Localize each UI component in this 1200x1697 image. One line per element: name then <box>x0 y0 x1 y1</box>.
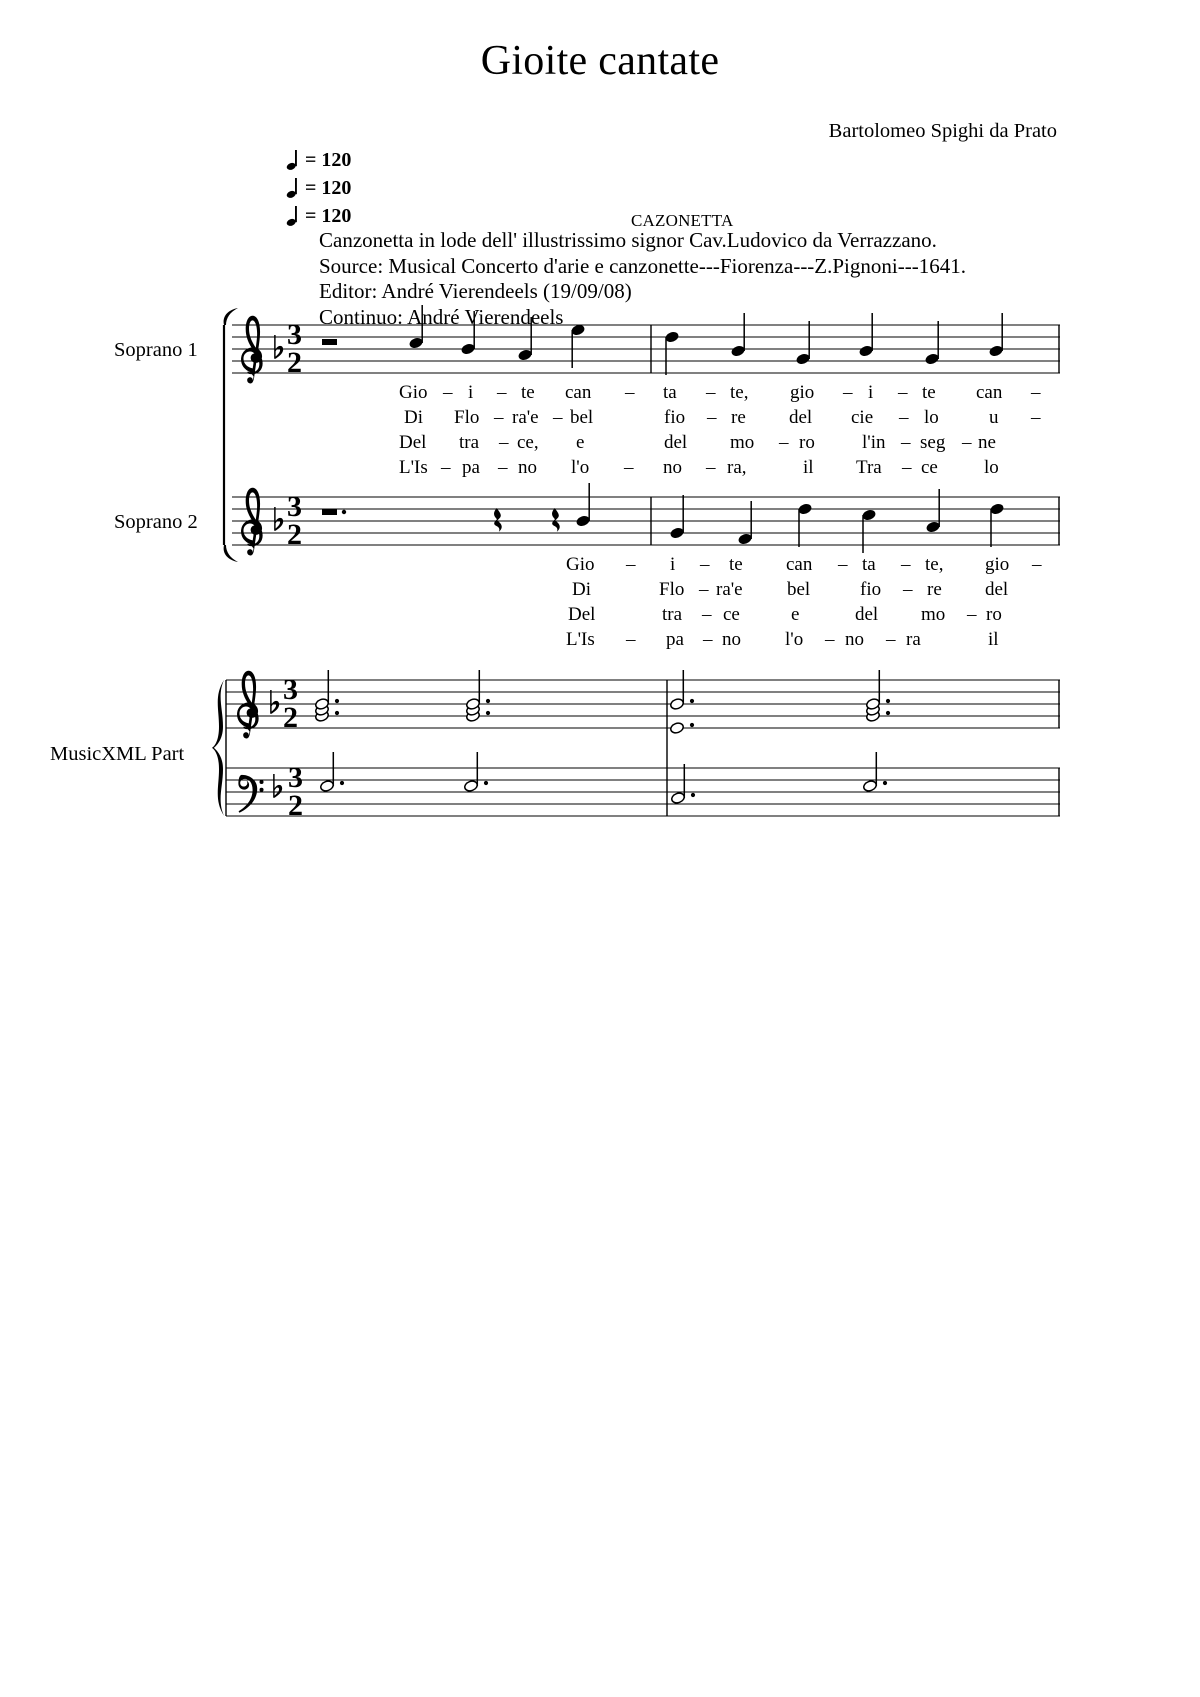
lyric-hyphen: – <box>443 382 453 403</box>
note-piano-lower-3 <box>670 764 695 805</box>
lyric-syllable: e <box>791 604 800 625</box>
lyric-hyphen: – <box>899 407 909 428</box>
lyric-hyphen: – <box>1031 382 1041 403</box>
note-piano-lower-4 <box>862 752 887 793</box>
augmentation-dot <box>335 699 339 703</box>
lyric-syllable: lo <box>924 407 939 428</box>
part-label-piano: MusicXML Part <box>50 743 185 765</box>
grand-staff-brace <box>212 680 224 816</box>
lyric-syllable: no <box>518 457 537 478</box>
key-signature-flat <box>274 507 283 531</box>
lyric-hyphen: – <box>707 407 717 428</box>
key-signature-flat <box>274 335 283 359</box>
lyric-syllable: fio <box>860 579 882 600</box>
lyric-syllable: Di <box>404 407 423 428</box>
lyric-syllable: ne <box>978 432 996 453</box>
chord-piano-upper-1 <box>314 670 339 723</box>
lyrics-soprano2-verse4 <box>566 629 999 650</box>
lyric-syllable: Di <box>572 579 591 600</box>
lyric-hyphen: – <box>703 629 713 650</box>
genre-label: CAZONETTA <box>631 211 734 230</box>
lyric-syllable: il <box>988 629 999 650</box>
lyric-syllable: tra <box>459 432 480 453</box>
lyric-hyphen: – <box>901 554 911 575</box>
augmentation-dot <box>690 723 694 727</box>
lyric-syllable: bel <box>570 407 594 428</box>
lyric-hyphen: – <box>498 457 508 478</box>
note-piano-lower-2 <box>463 752 488 793</box>
lyric-hyphen: – <box>699 579 709 600</box>
augmentation-dot <box>340 781 344 785</box>
lyric-syllable: e <box>576 432 585 453</box>
lyric-syllable: ra'e <box>716 579 743 600</box>
lyric-syllable: re <box>927 579 942 600</box>
lyric-syllable: can <box>565 382 592 403</box>
lyric-syllable: ra <box>906 629 921 650</box>
lyric-hyphen: – <box>1032 554 1042 575</box>
lyric-syllable: Del <box>568 604 596 625</box>
lyric-hyphen: – <box>706 382 716 403</box>
lyrics-soprano2-verse3 <box>568 604 1002 625</box>
credit-line-editor: Editor: André Vierendeels (19/09/08) <box>319 279 632 303</box>
augmentation-dot <box>886 699 890 703</box>
augmentation-dot <box>883 781 887 785</box>
lyric-syllable: pa <box>462 457 480 478</box>
lyric-syllable: u <box>989 407 999 428</box>
lyric-syllable: ta <box>663 382 677 403</box>
lyric-syllable: mo <box>730 432 755 453</box>
part-label-soprano2: Soprano 2 <box>114 511 198 533</box>
lyric-syllable: no <box>845 629 864 650</box>
lyric-hyphen: – <box>700 554 710 575</box>
lyric-syllable: no <box>722 629 741 650</box>
lyric-syllable: lo <box>984 457 999 478</box>
lyric-syllable: ro <box>799 432 815 453</box>
lyric-syllable: gio <box>985 554 1010 575</box>
lyric-hyphen: – <box>441 457 451 478</box>
lyric-hyphen: – <box>838 554 848 575</box>
lyric-syllable: te <box>922 382 936 403</box>
credit-line-continuo: Continuo: André Vierendeels <box>319 304 564 329</box>
lyric-syllable: fio <box>664 407 686 428</box>
lyrics-soprano1-verse3 <box>399 432 996 453</box>
lyric-syllable: del <box>985 579 1009 600</box>
time-signature-numerator: 3 <box>287 318 302 351</box>
lyric-hyphen: – <box>626 554 636 575</box>
augmentation-dot <box>342 510 346 514</box>
lyric-syllable: l'in <box>862 432 886 453</box>
lyric-syllable: del <box>855 604 879 625</box>
tempo-value-1: = 120 <box>305 148 352 171</box>
lyric-syllable: Del <box>399 432 427 453</box>
lyric-hyphen: – <box>967 604 977 625</box>
lyric-syllable: te, <box>730 382 749 403</box>
lyric-syllable: i <box>670 554 676 575</box>
augmentation-dot <box>690 699 694 703</box>
key-signature-flat <box>270 690 279 714</box>
credit-line-dedication: Canzonetta in lode dell' illustrissimo signor Cav.Ludovico da Verrazzano. <box>319 228 937 252</box>
lyric-hyphen: – <box>886 629 896 650</box>
staff-lines-soprano2 <box>232 497 1060 545</box>
credit-line-source: Source: Musical Concerto d'arie e canzonette---Fiorenza---Z.Pignoni---1641. <box>319 253 966 278</box>
lyric-syllable: can <box>786 554 813 575</box>
quarter-rest <box>552 508 560 532</box>
lyric-syllable: gio <box>790 382 815 403</box>
lyric-syllable: ce, <box>517 432 539 453</box>
lyric-hyphen: – <box>902 457 912 478</box>
part-label-soprano1: Soprano 1 <box>114 339 198 361</box>
staff-piano <box>50 670 1060 822</box>
augmentation-dot <box>691 793 695 797</box>
lyric-syllable: del <box>664 432 688 453</box>
staff-lines-piano-upper <box>226 680 1060 728</box>
bracket-top-hook <box>224 308 238 325</box>
lyric-syllable: re <box>731 407 746 428</box>
whole-rest <box>322 509 337 515</box>
time-signature-numerator: 3 <box>287 490 302 523</box>
augmentation-dot <box>886 711 890 715</box>
lyric-hyphen: – <box>499 432 509 453</box>
lyric-syllable: te <box>729 554 743 575</box>
lyric-syllable: i <box>868 382 874 403</box>
note-group-m2-soprano1 <box>664 313 1004 375</box>
lyric-hyphen: – <box>898 382 908 403</box>
lyric-hyphen: – <box>625 382 635 403</box>
tempo-value-2: = 120 <box>305 176 352 199</box>
staff-lines-soprano1 <box>232 325 1060 373</box>
lyric-syllable: ro <box>986 604 1002 625</box>
lyric-syllable: te <box>521 382 535 403</box>
lyric-syllable: no <box>663 457 682 478</box>
lyric-hyphen: – <box>497 382 507 403</box>
lyric-syllable: L'Is <box>399 457 428 478</box>
time-signature-denominator: 2 <box>287 346 302 379</box>
lyric-syllable: i <box>468 382 474 403</box>
lyric-hyphen: – <box>901 432 911 453</box>
lyric-syllable: seg <box>920 432 946 453</box>
lyric-hyphen: – <box>825 629 835 650</box>
key-signature-flat <box>273 774 282 798</box>
lyric-syllable: Tra <box>856 457 882 478</box>
augmentation-dot <box>486 699 490 703</box>
lyric-syllable: ce <box>921 457 938 478</box>
lyric-syllable: Flo <box>454 407 480 428</box>
time-signature-denominator: 2 <box>283 701 298 734</box>
lyric-hyphen: – <box>494 407 504 428</box>
lyric-syllable: Gio <box>566 554 595 575</box>
lyric-syllable: L'Is <box>566 629 595 650</box>
lyrics-soprano2-verse1 <box>566 554 1042 575</box>
lyrics-soprano1-verse2 <box>404 407 1041 428</box>
lyric-hyphen: – <box>624 457 634 478</box>
composer-credit: Bartolomeo Spighi da Prato <box>828 120 1057 142</box>
lyric-syllable: del <box>789 407 813 428</box>
bracket-bottom-hook <box>224 545 238 562</box>
time-signature-denominator: 2 <box>288 789 303 822</box>
lyric-syllable: mo <box>921 604 946 625</box>
augmentation-dot <box>486 711 490 715</box>
lyric-hyphen: – <box>843 382 853 403</box>
lyric-syllable: Gio <box>399 382 428 403</box>
staff-lines-piano-lower <box>226 768 1060 816</box>
lyric-syllable: ce <box>723 604 740 625</box>
chord-piano-upper-4 <box>865 670 890 723</box>
lyric-syllable: ra'e <box>512 407 539 428</box>
page-title: Gioite cantate <box>480 38 720 84</box>
lyric-syllable: ta <box>862 554 876 575</box>
lyrics-soprano1-verse4 <box>399 457 999 478</box>
lyric-syllable: te, <box>925 554 944 575</box>
lyric-syllable: ra, <box>727 457 747 478</box>
lyric-hyphen: – <box>962 432 972 453</box>
augmentation-dot <box>335 711 339 715</box>
lyric-hyphen: – <box>1031 407 1041 428</box>
note-group-m1-soprano2 <box>575 483 591 528</box>
time-signature-numerator: 3 <box>283 673 298 706</box>
lyrics-soprano2-verse2 <box>572 579 1008 600</box>
lyric-hyphen: – <box>702 604 712 625</box>
lyric-syllable: l'o <box>785 629 804 650</box>
lyric-hyphen: – <box>553 407 563 428</box>
quarter-rest <box>494 508 502 532</box>
lyric-syllable: l'o <box>571 457 590 478</box>
tempo-value-3: = 120 <box>305 204 352 227</box>
augmentation-dot <box>484 781 488 785</box>
lyric-syllable: tra <box>662 604 683 625</box>
chord-piano-upper-2 <box>465 670 490 723</box>
half-rest <box>322 339 337 345</box>
lyric-syllable: can <box>976 382 1003 403</box>
lyric-hyphen: – <box>626 629 636 650</box>
time-signature-denominator: 2 <box>287 518 302 551</box>
lyric-syllable: bel <box>787 579 811 600</box>
lyric-hyphen: – <box>779 432 789 453</box>
lyric-hyphen: – <box>706 457 716 478</box>
lyric-syllable: cie <box>851 407 874 428</box>
lyric-syllable: pa <box>666 629 684 650</box>
lyric-syllable: Flo <box>659 579 685 600</box>
lyrics-soprano1-verse1 <box>399 382 1041 403</box>
time-signature-numerator: 3 <box>288 761 303 794</box>
lyric-hyphen: – <box>903 579 913 600</box>
staff-soprano2 <box>114 483 1060 650</box>
lyric-syllable: il <box>803 457 814 478</box>
note-piano-lower-1 <box>319 752 344 793</box>
